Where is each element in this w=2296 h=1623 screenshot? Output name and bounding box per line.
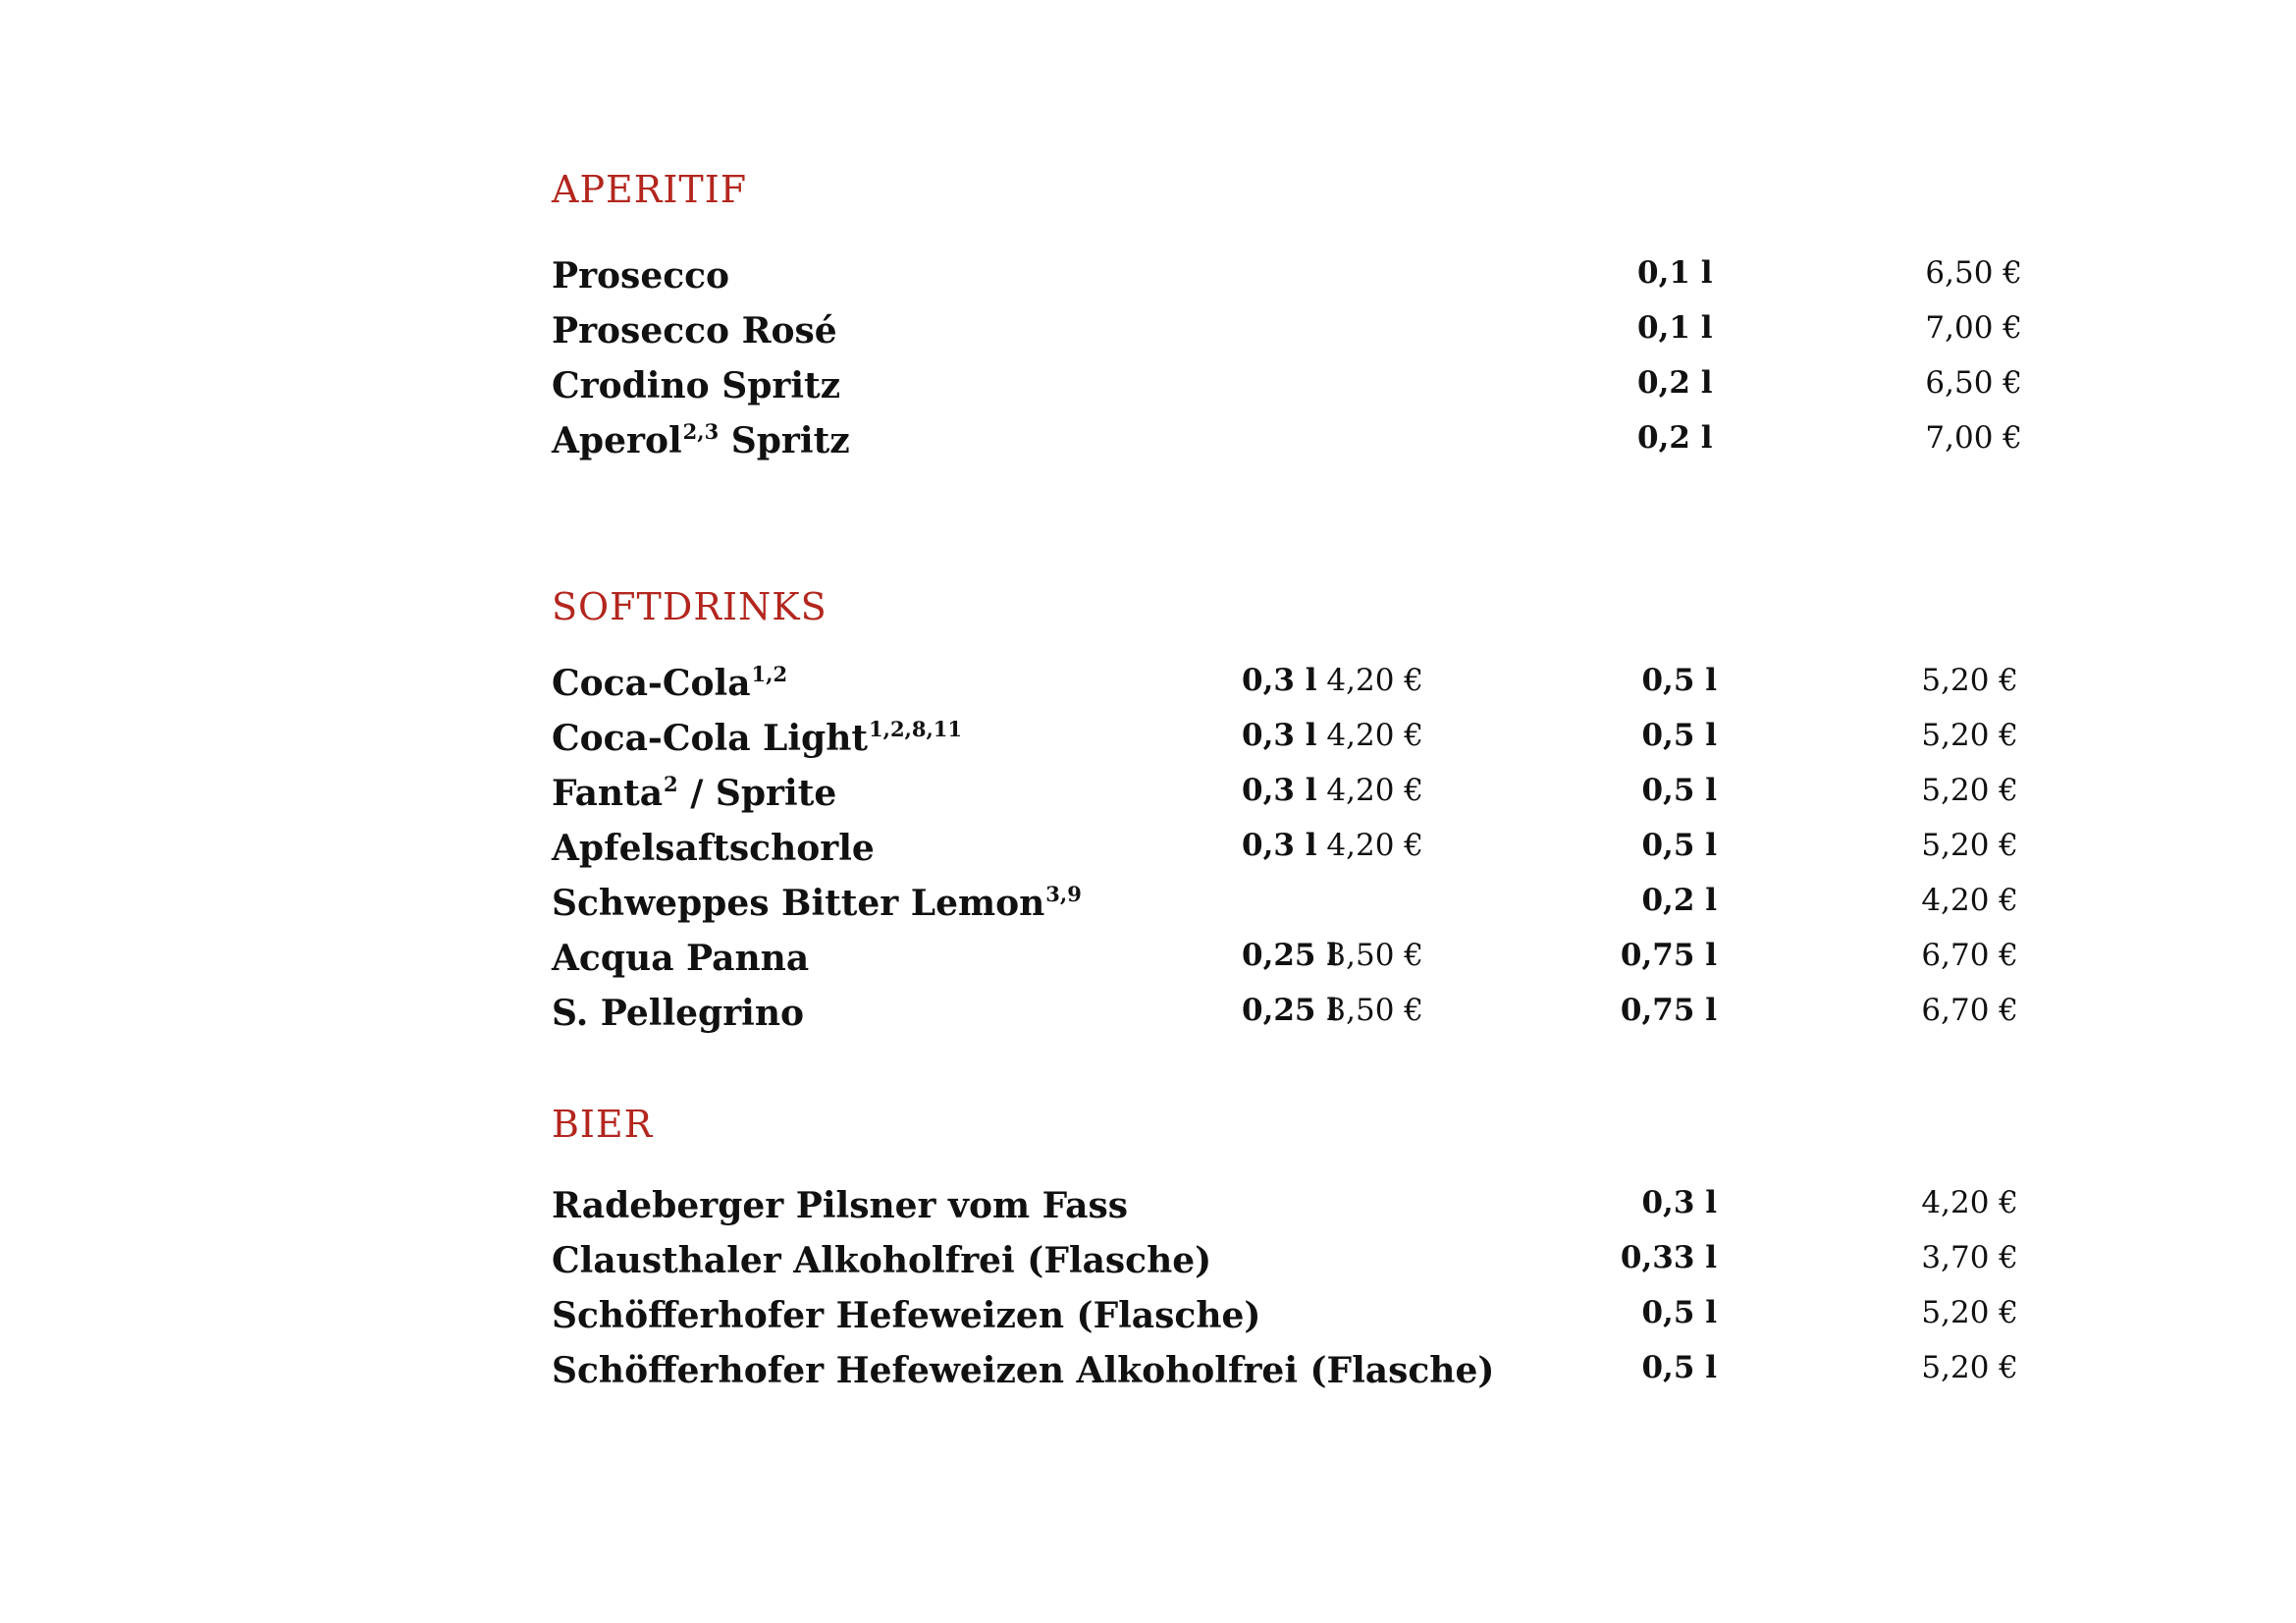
item-name [552, 882, 1082, 924]
item-small-price: 4,20 € [1326, 663, 1423, 698]
item-volume: 0,75 l [1620, 938, 1717, 973]
item-name: Schöfferhofer Hefeweizen Alkoholfrei (Flasche) [552, 1350, 1495, 1391]
section-heading-softdrinks: SOFTDRINKS [552, 585, 828, 628]
item-price: 4,20 € [1921, 1185, 2018, 1220]
item-name-suffix: / Sprite [677, 773, 837, 814]
item-price: 5,20 € [1921, 663, 2018, 698]
menu-item [0, 882, 2296, 941]
item-name-text: Coca-Cola Light [552, 718, 869, 759]
menu-item [0, 365, 2296, 423]
item-name [552, 419, 850, 461]
menu-item [0, 828, 2296, 886]
section-heading-bier: BIER [552, 1103, 654, 1146]
item-volume: 0,5 l [1641, 1295, 1717, 1330]
menu-item [0, 938, 2296, 996]
item-name-text: S. Pellegrino [552, 993, 805, 1034]
allergen-footnote: 3,9 [1045, 882, 1082, 906]
menu-item [0, 1185, 2296, 1243]
item-price: 6,50 € [1925, 365, 2022, 401]
allergen-footnote: 2 [664, 772, 678, 796]
item-name [552, 828, 875, 869]
item-name [552, 662, 788, 704]
item-price: 5,20 € [1921, 718, 2018, 753]
menu-item [0, 772, 2296, 831]
item-small-price: 4,20 € [1326, 718, 1423, 753]
item-name [552, 938, 810, 979]
item-small-volume: 0,3 l [1242, 773, 1317, 808]
item-small-volume: 0,3 l [1242, 828, 1317, 863]
menu-item [0, 419, 2296, 478]
item-name-suffix: Spritz [719, 420, 850, 461]
menu-item [0, 255, 2296, 313]
item-name-text: Coca-Cola [552, 663, 751, 704]
item-price: 6,50 € [1925, 255, 2022, 291]
item-name [552, 310, 837, 352]
item-price: 5,20 € [1921, 1295, 2018, 1330]
item-volume: 0,1 l [1637, 255, 1713, 291]
item-name-text: Schweppes Bitter Lemon [552, 883, 1045, 924]
menu-item [0, 993, 2296, 1051]
item-small-volume: 0,3 l [1242, 718, 1317, 753]
item-volume: 0,3 l [1641, 1185, 1717, 1220]
section-heading-aperitif: APERITIF [552, 168, 748, 211]
item-name-text: Acqua Panna [552, 938, 810, 979]
allergen-footnote: 2,3 [682, 419, 720, 444]
item-price: 6,70 € [1921, 993, 2018, 1028]
item-name: Schöfferhofer Hefeweizen (Flasche) [552, 1295, 1261, 1336]
menu-item [0, 1350, 2296, 1408]
item-volume: 0,5 l [1641, 773, 1717, 808]
item-small-volume: 0,25 l [1242, 993, 1339, 1028]
item-price: 7,00 € [1925, 310, 2022, 346]
item-volume: 0,5 l [1641, 718, 1717, 753]
item-volume: 0,2 l [1637, 365, 1713, 401]
menu-item [0, 662, 2296, 721]
item-price: 7,00 € [1925, 420, 2022, 456]
item-volume: 0,33 l [1620, 1240, 1717, 1275]
item-name-text: Crodino Spritz [552, 365, 841, 406]
item-price: 3,70 € [1921, 1240, 2018, 1275]
item-small-price: 3,50 € [1326, 993, 1423, 1028]
item-name-text: Aperol [552, 420, 682, 461]
item-volume: 0,2 l [1641, 883, 1717, 918]
menu-item [0, 1240, 2296, 1298]
item-price: 6,70 € [1921, 938, 2018, 973]
item-name [552, 772, 837, 814]
item-name [552, 365, 841, 406]
item-small-volume: 0,25 l [1242, 938, 1339, 973]
item-name-text: Fanta [552, 773, 664, 814]
item-volume: 0,75 l [1620, 993, 1717, 1028]
item-volume: 0,5 l [1641, 663, 1717, 698]
item-small-price: 4,20 € [1326, 773, 1423, 808]
menu-item [0, 717, 2296, 776]
item-name-text: Prosecco [552, 255, 730, 297]
item-name [552, 717, 963, 759]
item-volume: 0,5 l [1641, 828, 1717, 863]
item-name: Clausthaler Alkoholfrei (Flasche) [552, 1240, 1212, 1281]
item-name-text: Apfelsaftschorle [552, 828, 875, 869]
menu-item [0, 1295, 2296, 1353]
menu-item [0, 310, 2296, 368]
allergen-footnote: 1,2 [751, 662, 788, 686]
item-price: 5,20 € [1921, 828, 2018, 863]
item-volume: 0,1 l [1637, 310, 1713, 346]
item-name [552, 993, 805, 1034]
item-name-text: Prosecco Rosé [552, 310, 837, 352]
item-price: 4,20 € [1921, 883, 2018, 918]
item-volume: 0,5 l [1641, 1350, 1717, 1385]
item-price: 5,20 € [1921, 1350, 2018, 1385]
item-price: 5,20 € [1921, 773, 2018, 808]
item-small-price: 3,50 € [1326, 938, 1423, 973]
item-name: Radeberger Pilsner vom Fass [552, 1185, 1129, 1226]
item-small-volume: 0,3 l [1242, 663, 1317, 698]
item-small-price: 4,20 € [1326, 828, 1423, 863]
allergen-footnote: 1,2,8,11 [869, 717, 963, 741]
item-name [552, 255, 730, 297]
item-volume: 0,2 l [1637, 420, 1713, 456]
